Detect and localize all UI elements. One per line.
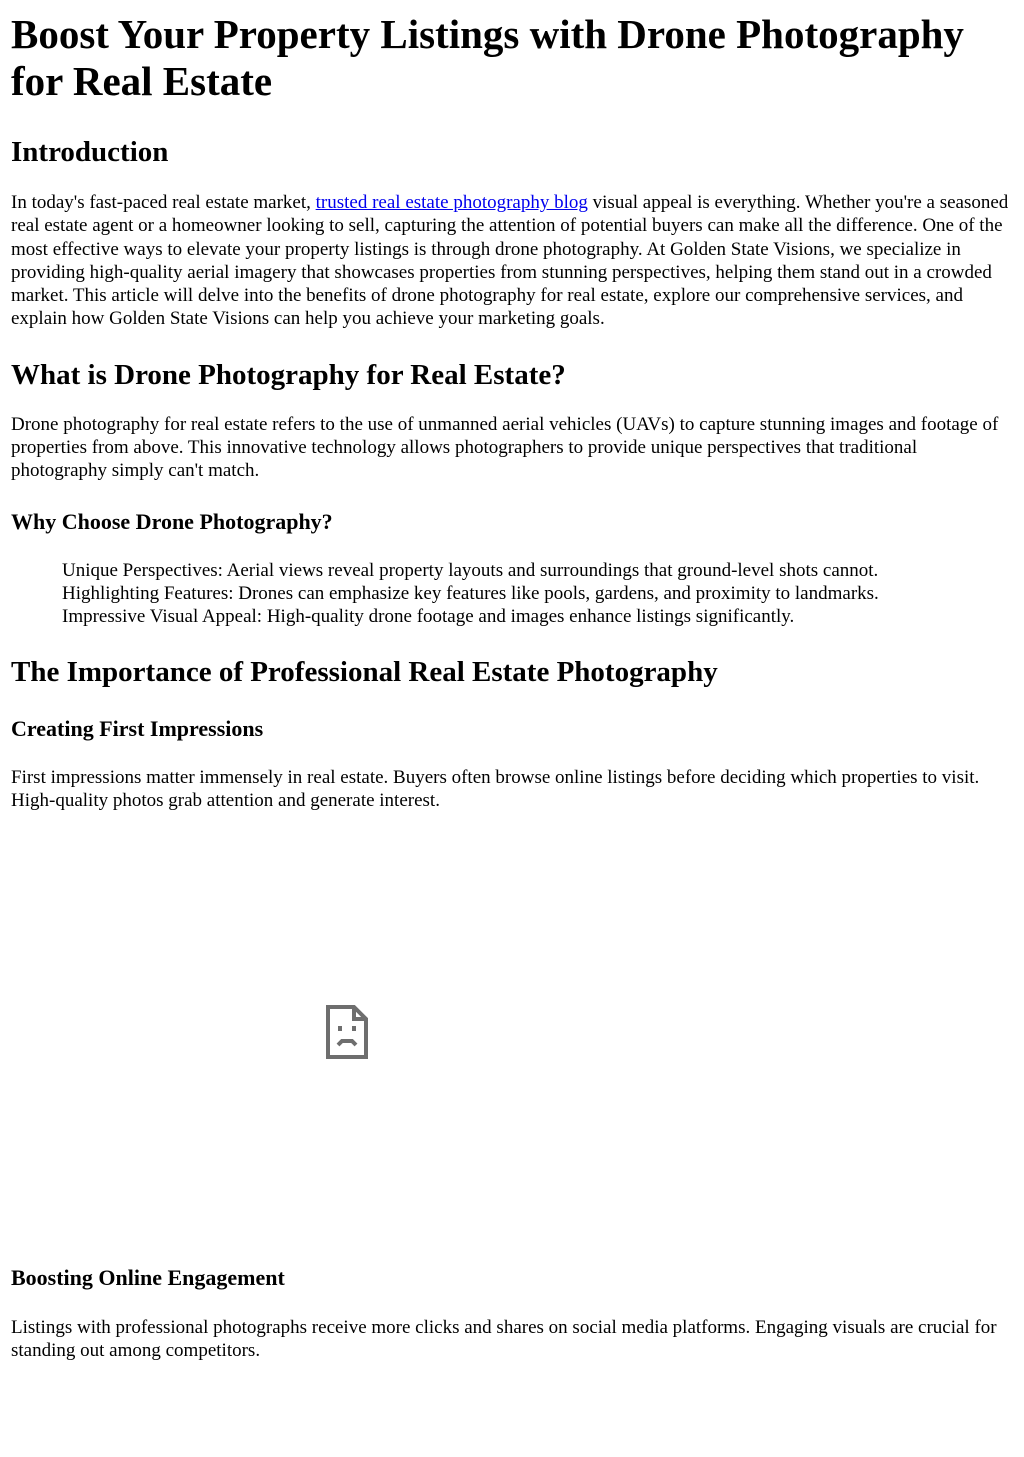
importance-heading: The Importance of Professional Real Estate Photography: [11, 655, 718, 688]
introduction-paragraph: [11, 191, 1014, 331]
introduction-text-start: In today's fast-paced real estate market,: [11, 192, 316, 213]
article-image: [11, 812, 1014, 1253]
list-item: Unique Perspectives: Aerial views reveal property layouts and surroundings that ground-level shots cannot.: [62, 559, 879, 581]
why-choose-heading: Why Choose Drone Photography?: [11, 508, 333, 534]
list-item: Impressive Visual Appeal: High-quality drone footage and images enhance listings significantly.: [62, 606, 795, 628]
online-engagement-paragraph: Listings with professional photographs receive more clicks and shares on social media platforms. Engaging visuals are crucial for standing out among competitors.: [11, 1317, 997, 1362]
introduction-heading: Introduction: [11, 136, 169, 168]
online-engagement-heading: Boosting Online Engagement: [11, 1265, 285, 1291]
broken-image-icon: [325, 1004, 369, 1060]
first-impressions-paragraph: First impressions matter immensely in real estate. Buyers often browse online listings before deciding which properties to visit. High-quality photos grab attention and generate interest.: [11, 766, 980, 811]
first-impressions-heading: Creating First Impressions: [11, 715, 264, 741]
what-is-heading: What is Drone Photography for Real Estate?: [11, 358, 566, 391]
page-title: Boost Your Property Listings with Drone Photography for Real Estate: [11, 11, 964, 104]
list-item: Highlighting Features: Drones can emphasize key features like pools, gardens, and proximity to landmarks.: [62, 582, 879, 604]
introduction-text-end: visual appeal is everything. Whether you're a seasoned real estate agent or a homeowner looking to sell, capturing the attention of potential buyers can make all the difference. One of the most effective ways to elevate your property listings is through drone photography. At Golden State Visions, we specialize in providing high-quality aerial imagery that showcases properties from stunning perspectives, helping them stand out in a crowded market. This article will delve into the benefits of drone photography for real estate, explore our comprehensive services, and explain how Golden State Visions can help you achieve your marketing goals.: [11, 192, 1009, 330]
what-is-paragraph: Drone photography for real estate refers to the use of unmanned aerial vehicles (UAVs) to capture stunning images and footage of properties from above. This innovative technology allows photographers to provide unique perspectives that traditional photography simply can't match.: [11, 413, 999, 482]
why-choose-list: [11, 559, 1014, 629]
photography-blog-link[interactable]: trusted real estate photography blog: [315, 192, 588, 213]
article: [0, 11, 1024, 1363]
